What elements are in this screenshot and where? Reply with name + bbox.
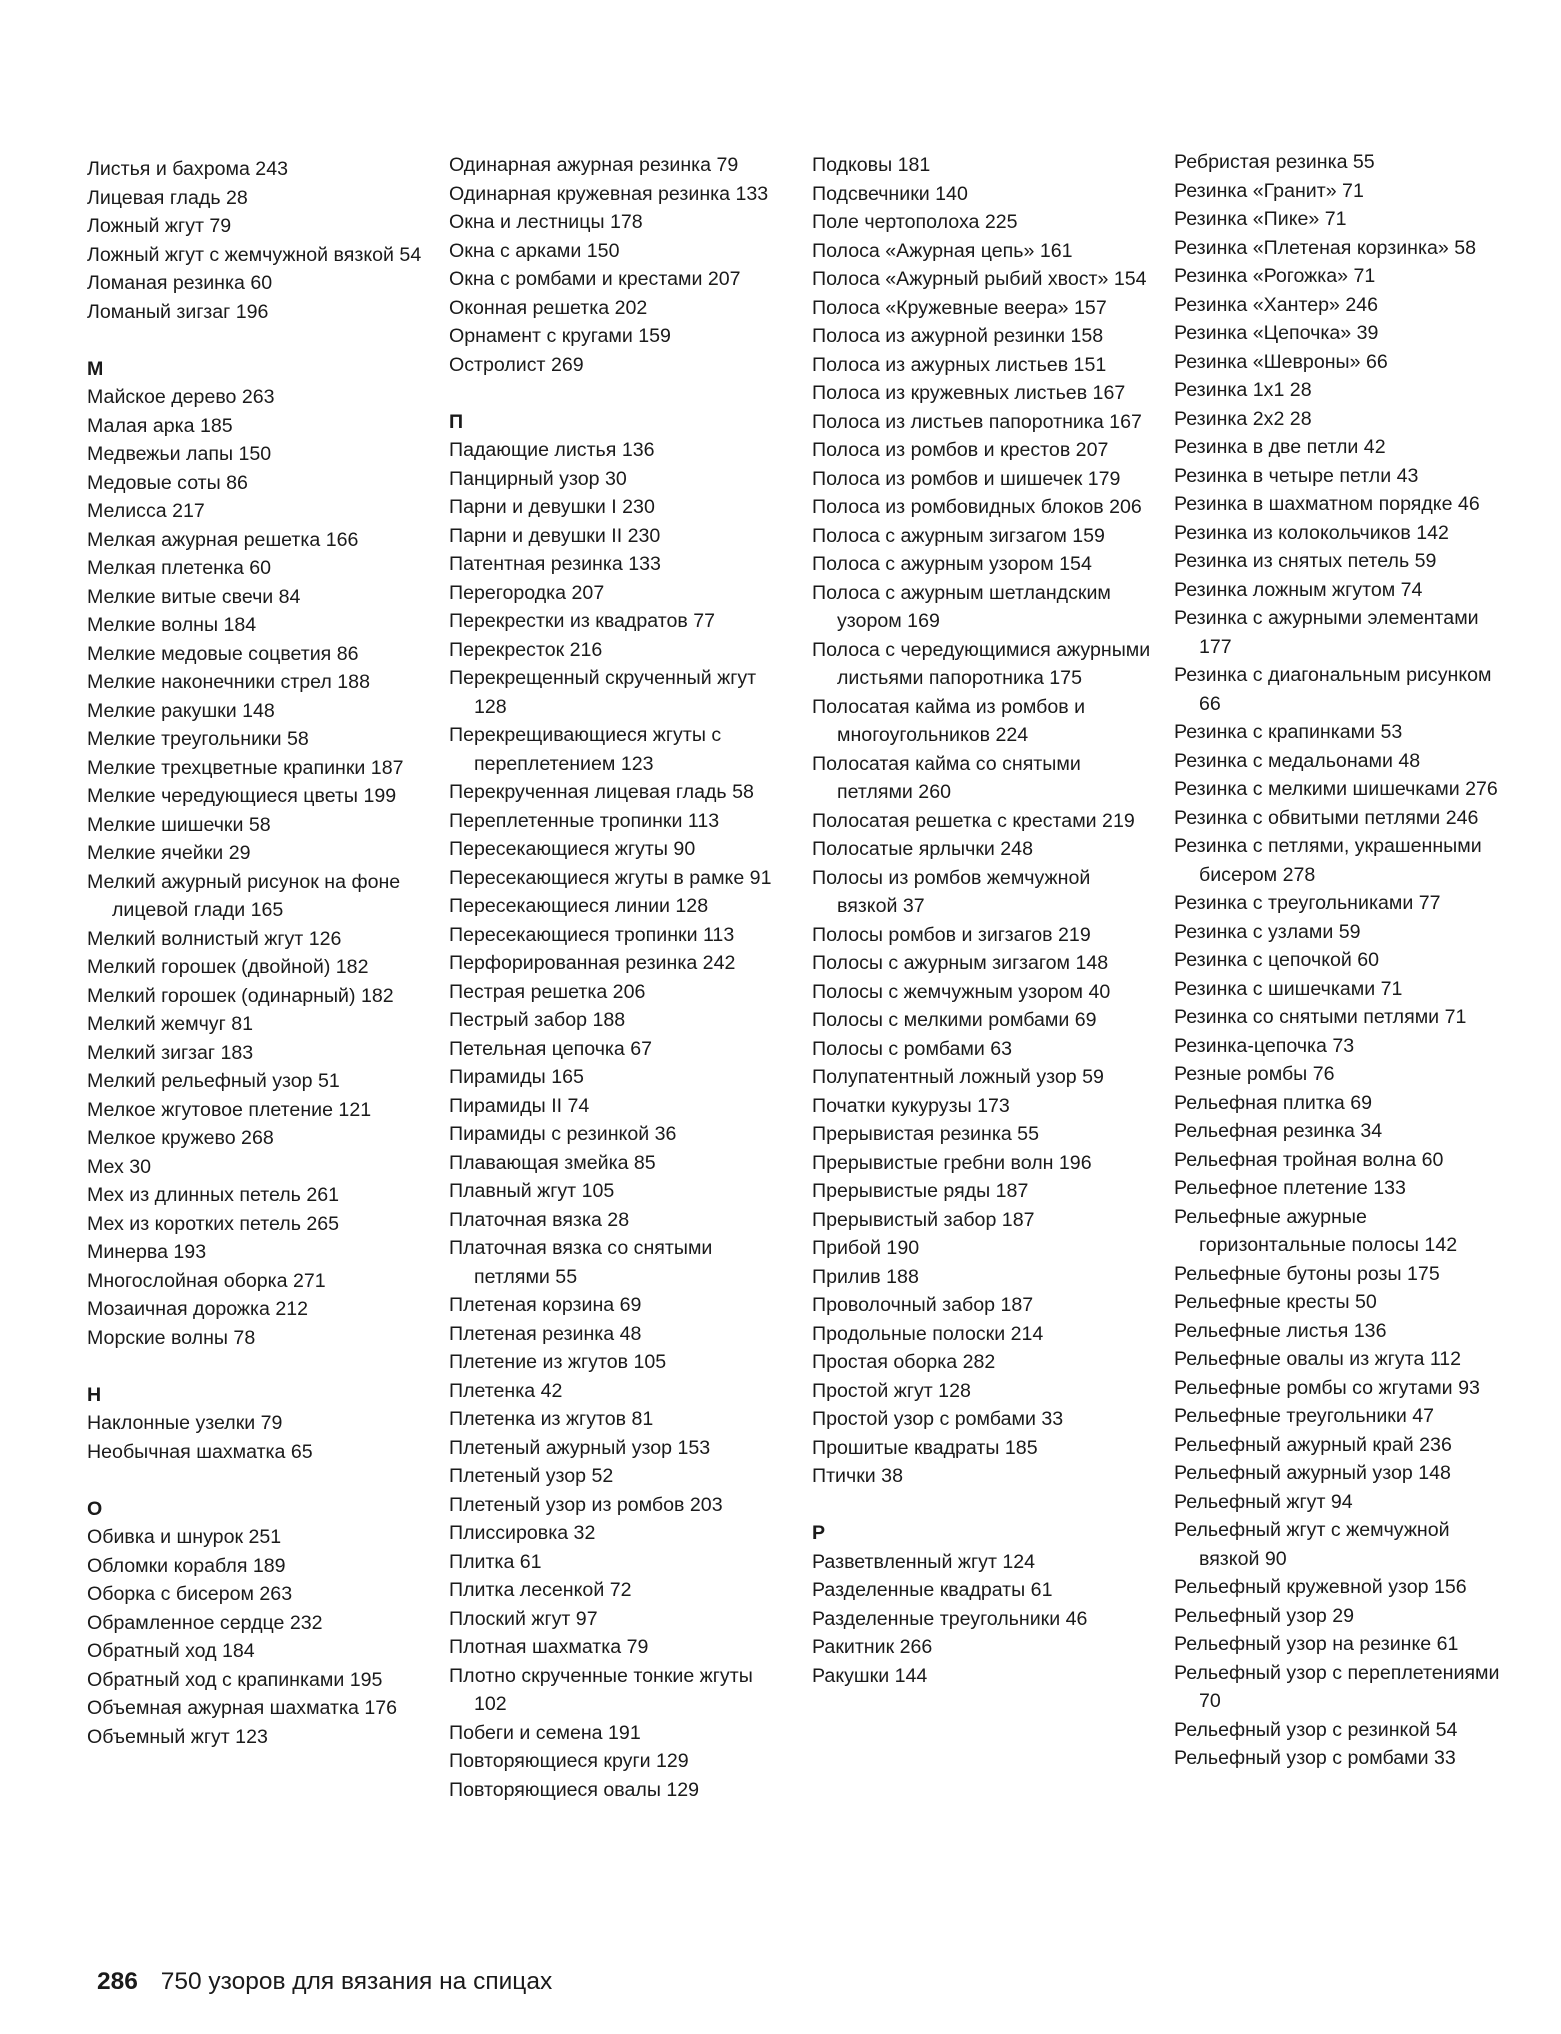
- index-entry: Резинка с цепочкой 60: [1174, 949, 1380, 971]
- index-entry: Рельефный узор с переплетениями 70: [1174, 1661, 1500, 1712]
- index-entry: Мелкий горошек (одинарный) 182: [87, 984, 394, 1007]
- index-entry: Резинка с диагональным рисунком 66: [1174, 664, 1492, 715]
- index-entry: Ребристая резинка 55: [1174, 151, 1375, 173]
- index-entry: Полоса «Кружевные веера» 157: [812, 296, 1107, 319]
- index-entry: Пирамиды 165: [449, 1066, 584, 1088]
- book-title: 750 узоров для вязания на спицах: [160, 1968, 553, 1995]
- index-entry: Мелкие трехцветные крапинки 187: [87, 756, 404, 779]
- index-entry: Резинка с мелкими шишечками 276: [1174, 778, 1498, 800]
- index-entry: Птички 38: [812, 1465, 903, 1487]
- index-entry: Полоса с ажурным узором 154: [812, 553, 1092, 575]
- index-entry: Одинарная кружевная резинка 133: [449, 182, 769, 205]
- index-entry: Рельефная плитка 69: [1174, 1091, 1372, 1114]
- index-entry: Плоский жгут 97: [449, 1607, 598, 1630]
- index-entry: Рельефные ажурные горизонтальные полосы 142: [1174, 1205, 1458, 1256]
- index-entry: Резинка с шишечками 71: [1174, 977, 1403, 1000]
- index-entry: Полоса из ажурных листьев 151: [812, 353, 1107, 376]
- index-entry: Пестрая решетка 206: [449, 980, 646, 1003]
- index-entry: Резинка «Пике» 71: [1174, 208, 1347, 230]
- index-entry: Рельефный узор с резинкой 54: [1174, 1718, 1458, 1741]
- index-entry: Ломаная резинка 60: [87, 272, 273, 294]
- index-entry: Повторяющиеся круги 129: [449, 1750, 689, 1772]
- index-entry: Окна с арками 150: [449, 239, 620, 262]
- index-entry: Рельефные листья 136: [1174, 1319, 1387, 1342]
- page-number: 286: [97, 1968, 138, 1995]
- index-entry: Резинка из колокольчиков 142: [1174, 521, 1449, 544]
- index-entry: Резинка-цепочка 73: [1174, 1034, 1355, 1057]
- index-entry: Полоса из ромбов и крестов 207: [812, 439, 1109, 461]
- index-entry: Резинка ложным жгутом 74: [1174, 578, 1423, 601]
- index-entry: Мелкие наконечники стрел 188: [87, 671, 370, 693]
- index-entry: Полоса с чередующимися ажурными листьями папоротника 175: [812, 638, 1151, 689]
- index-entry: Поле чертополоха 225: [812, 211, 1018, 233]
- index-entry: Ломаный зигзаг 196: [87, 300, 269, 323]
- index-entry: Плитка 61: [449, 1550, 542, 1573]
- index-entry: Полупатентный ложный узор 59: [812, 1066, 1104, 1088]
- index-letter-heading: Н: [87, 1383, 102, 1406]
- index-entry: Резинка «Рогожка» 71: [1174, 265, 1376, 287]
- index-entry: Резинка в шахматном порядке 46: [1174, 493, 1480, 515]
- index-entry: Плетеный ажурный узор 153: [449, 1436, 711, 1459]
- index-entry: Перекрестки из квадратов 77: [449, 610, 715, 632]
- index-entry: Резинка в четыре петли 43: [1174, 464, 1419, 487]
- index-entry: Парни и девушки II 230: [449, 524, 661, 547]
- index-entry: Мелкое кружево 268: [87, 1127, 274, 1149]
- index-entry: Прерывистый забор 187: [812, 1208, 1035, 1231]
- index-entry: Подковы 181: [812, 154, 931, 176]
- index-entry: Объемная ажурная шахматка 176: [87, 1697, 398, 1719]
- index-entry: Проволочный забор 187: [812, 1294, 1034, 1316]
- index-entry: Мелкие чередующиеся цветы 199: [87, 785, 397, 807]
- index-entry: Оборка с бисером 263: [87, 1583, 293, 1605]
- index-entry: Рельефный узор на резинке 61: [1174, 1633, 1459, 1655]
- index-entry: Резинка «Шевроны» 66: [1174, 350, 1388, 373]
- index-entry: Полоса из кружевных листьев 167: [812, 382, 1126, 404]
- index-entry: Мелкий жемчуг 81: [87, 1013, 253, 1035]
- index-entry: Полоса из листьев папоротника 167: [812, 410, 1142, 433]
- index-entry: Прилив 188: [812, 1265, 919, 1288]
- index-entry: Полоса из ромбовидных блоков 206: [812, 496, 1142, 518]
- index-entry: Резинка в две петли 42: [1174, 436, 1386, 458]
- index-entry: Мелкие волны 184: [87, 614, 257, 636]
- index-entry: Полосы с ажурным зигзагом 148: [812, 952, 1109, 974]
- index-column-3: [812, 151, 1152, 1690]
- index-entry: Мелкие ячейки 29: [87, 842, 251, 864]
- index-entry: Полосы с жемчужным узором 40: [812, 980, 1111, 1003]
- index-entry: Мелкие медовые соцветия 86: [87, 642, 359, 665]
- page-footer: [97, 1968, 552, 1996]
- index-entry: Пирамиды II 74: [449, 1094, 590, 1117]
- index-entry: Плетеный узор 52: [449, 1465, 614, 1487]
- index-entry: Початки кукурузы 173: [812, 1094, 1010, 1117]
- index-entry: Плетеный узор из ромбов 203: [449, 1493, 723, 1516]
- index-entry: Обратный ход с крапинками 195: [87, 1668, 383, 1691]
- index-entry: Рельефный узор с ромбами 33: [1174, 1747, 1456, 1769]
- index-entry: Плетеная резинка 48: [449, 1322, 642, 1345]
- index-entry: Резинка «Плетеная корзинка» 58: [1174, 236, 1476, 259]
- index-entry: Плетеная корзина 69: [449, 1294, 642, 1316]
- index-entry: Необычная шахматка 65: [87, 1440, 313, 1463]
- index-entry: Обивка и шнурок 251: [87, 1526, 282, 1548]
- index-entry: Мелкий зигзаг 183: [87, 1041, 254, 1064]
- index-entry: Остролист 269: [449, 353, 584, 376]
- index-entry: Перекрещивающиеся жгуты с переплетением 123: [449, 724, 722, 775]
- index-entry: Плетение из жгутов 105: [449, 1351, 667, 1373]
- index-entry: Разветвленный жгут 124: [812, 1550, 1036, 1573]
- index-entry: Полоса с ажурным зигзагом 159: [812, 524, 1105, 547]
- index-entry: Резинка с обвитыми петлями 246: [1174, 806, 1479, 829]
- index-entry: Мелкая ажурная решетка 166: [87, 528, 359, 551]
- index-entry: Медвежьи лапы 150: [87, 443, 272, 465]
- index-entry: Рельефный ажурный край 236: [1174, 1433, 1452, 1456]
- index-entry: Резинка 1х1 28: [1174, 379, 1312, 401]
- index-entry: Пересекающиеся тропинки 113: [449, 923, 735, 946]
- index-entry: Побеги и семена 191: [449, 1721, 641, 1744]
- index-entry: Разделенные квадраты 61: [812, 1579, 1053, 1601]
- index-entry: Мелкие шишечки 58: [87, 813, 271, 836]
- index-entry: Мозаичная дорожка 212: [87, 1298, 309, 1320]
- index-entry: Мелкие витые свечи 84: [87, 585, 301, 608]
- index-entry: Пересекающиеся жгуты в рамке 91: [449, 866, 772, 889]
- index-entry: Рельефный узор 29: [1174, 1604, 1354, 1627]
- index-entry: Плиссировка 32: [449, 1522, 596, 1544]
- index-entry: Обратный ход 184: [87, 1640, 255, 1662]
- index-entry: Платочная вязка 28: [449, 1208, 630, 1231]
- index-entry: Полоса «Ажурная цепь» 161: [812, 239, 1073, 262]
- index-entry: Многослойная оборка 271: [87, 1269, 326, 1292]
- index-entry: Мелисса 217: [87, 500, 205, 522]
- index-entry: Плетенка из жгутов 81: [449, 1408, 654, 1430]
- index-column-2: [449, 151, 789, 1804]
- index-entry: Полосы с мелкими ромбами 69: [812, 1009, 1097, 1031]
- index-entry: Переплетенные тропинки 113: [449, 809, 720, 832]
- index-entry: Пересекающиеся линии 128: [449, 895, 709, 917]
- index-entry: Плавный жгут 105: [449, 1180, 615, 1202]
- index-entry: Рельефный кружевной узор 156: [1174, 1576, 1467, 1598]
- index-entry: Разделенные треугольники 46: [812, 1607, 1088, 1630]
- index-entry: Простая оборка 282: [812, 1351, 996, 1373]
- index-entry: Мех из коротких петель 265: [87, 1212, 340, 1235]
- index-entry: Простой жгут 128: [812, 1379, 971, 1402]
- index-entry: Плитка лесенкой 72: [449, 1579, 632, 1601]
- index-entry: Перекрученная лицевая гладь 58: [449, 781, 754, 803]
- index-entry: Резинка с треугольниками 77: [1174, 892, 1441, 914]
- index-entry: Мелкое жгутовое плетение 121: [87, 1098, 372, 1121]
- index-entry: Плавающая змейка 85: [449, 1151, 656, 1174]
- index-entry: Резинка со снятыми петлями 71: [1174, 1006, 1467, 1028]
- index-entry: Орнамент с кругами 159: [449, 325, 671, 347]
- index-entry: Пестрый забор 188: [449, 1009, 626, 1031]
- index-letter-heading: П: [449, 410, 464, 433]
- index-entry: Перекресток 216: [449, 638, 603, 661]
- index-entry: Резинка 2х2 28: [1174, 407, 1312, 430]
- index-entry: Прерывистые ряды 187: [812, 1180, 1029, 1202]
- index-entry: Ракушки 144: [812, 1664, 928, 1687]
- index-entry: Полоса с ажурным шетландским узором 169: [812, 581, 1111, 632]
- index-entry: Рельефный ажурный узор 148: [1174, 1462, 1451, 1484]
- index-letter-heading: О: [87, 1497, 103, 1520]
- index-entry: Полосы из ромбов жемчужной вязкой 37: [812, 866, 1091, 917]
- index-entry: Простой узор с ромбами 33: [812, 1408, 1064, 1430]
- index-entry: Мелкие треугольники 58: [87, 728, 309, 750]
- index-entry: Окна с ромбами и крестами 207: [449, 268, 741, 290]
- index-entry: Рельефный жгут 94: [1174, 1490, 1353, 1513]
- index-entry: Малая арка 185: [87, 414, 233, 437]
- index-entry: Прерывистая резинка 55: [812, 1123, 1039, 1145]
- index-entry: Пересекающиеся жгуты 90: [449, 838, 696, 860]
- index-entry: Рельефная тройная волна 60: [1174, 1148, 1444, 1171]
- index-entry: Обрамленное сердце 232: [87, 1611, 323, 1634]
- index-entry: Перфорированная резинка 242: [449, 952, 736, 974]
- index-entry: Петельная цепочка 67: [449, 1037, 653, 1060]
- index-entry: Резинка из снятых петель 59: [1174, 550, 1437, 572]
- index-entry: Резинка с узлами 59: [1174, 920, 1361, 943]
- index-entry: Резинка с медальонами 48: [1174, 749, 1421, 772]
- index-entry: Плотная шахматка 79: [449, 1636, 649, 1658]
- index-entry: Прерывистые гребни волн 196: [812, 1151, 1092, 1174]
- index-entry: Минерва 193: [87, 1241, 207, 1263]
- index-entry: Мех из длинных петель 261: [87, 1184, 340, 1206]
- index-entry: Полосатая кайма со снятыми петлями 260: [812, 752, 1081, 803]
- index-entry: Мех 30: [87, 1155, 152, 1178]
- index-entry: Рельефная резинка 34: [1174, 1120, 1383, 1142]
- index-entry: Листья и бахрома 243: [87, 158, 288, 180]
- index-entry: Плотно скрученные тонкие жгуты 102: [449, 1664, 753, 1715]
- index-entry: Морские волны 78: [87, 1326, 256, 1349]
- index-entry: Ложный жгут 79: [87, 215, 232, 237]
- index-entry: Рельефные треугольники 47: [1174, 1405, 1435, 1427]
- index-entry: Плетенка 42: [449, 1379, 563, 1402]
- index-entry: Патентная резинка 133: [449, 553, 661, 575]
- index-entry: Одинарная ажурная резинка 79: [449, 154, 739, 176]
- index-entry: Окна и лестницы 178: [449, 211, 643, 233]
- index-entry: Мелкие ракушки 148: [87, 699, 275, 722]
- index-entry: Резинка с крапинками 53: [1174, 721, 1403, 743]
- index-entry: Полосатая решетка с крестами 219: [812, 809, 1135, 832]
- index-entry: Мелкий ажурный рисунок на фоне лицевой глади 165: [87, 870, 401, 921]
- index-entry: Резинка «Цепочка» 39: [1174, 322, 1379, 344]
- index-entry: Мелкая плетенка 60: [87, 557, 272, 579]
- index-entry: Перекрещенный скрученный жгут 128: [449, 667, 757, 718]
- index-entry: Медовые соты 86: [87, 471, 248, 494]
- index-entry: Мелкий волнистый жгут 126: [87, 927, 342, 950]
- index-entry: Мелкий рельефный узор 51: [87, 1070, 340, 1092]
- index-entry: Ракитник 266: [812, 1636, 933, 1658]
- index-entry: Рельефные кресты 50: [1174, 1291, 1377, 1313]
- index-entry: Полосатая кайма из ромбов и многоугольников 224: [812, 695, 1086, 746]
- index-entry: Полосы с ромбами 63: [812, 1037, 1013, 1060]
- index-entry: Перегородка 207: [449, 581, 605, 604]
- index-entry: Рельефное плетение 133: [1174, 1177, 1406, 1199]
- index-entry: Резинка с петлями, украшенными бисером 278: [1174, 835, 1482, 886]
- index-entry: Резинка «Гранит» 71: [1174, 179, 1364, 202]
- index-entry: Повторяющиеся овалы 129: [449, 1778, 700, 1801]
- index-entry: Рельефные ромбы со жгутами 93: [1174, 1376, 1480, 1399]
- index-column-1: [87, 155, 427, 1751]
- index-entry: Полосы ромбов и зигзагов 219: [812, 923, 1091, 946]
- index-entry: Ложный жгут с жемчужной вязкой 54: [87, 243, 422, 266]
- index-entry: Продольные полоски 214: [812, 1322, 1044, 1345]
- index-entry: Платочная вязка со снятыми петлями 55: [449, 1237, 713, 1288]
- index-entry: Обломки корабля 189: [87, 1554, 286, 1577]
- index-entry: Полосатые ярлычки 248: [812, 838, 1033, 860]
- index-entry: Мелкий горошек (двойной) 182: [87, 956, 369, 978]
- index-letter-heading: М: [87, 357, 104, 380]
- index-entry: Рельефный жгут с жемчужной вязкой 90: [1174, 1519, 1450, 1570]
- index-entry: Пирамиды с резинкой 36: [449, 1123, 677, 1145]
- index-letter-heading: Р: [812, 1522, 826, 1544]
- index-column-4: [1174, 148, 1514, 1773]
- index-entry: Прошитые квадраты 185: [812, 1436, 1038, 1459]
- index-entry: Объемный жгут 123: [87, 1725, 268, 1748]
- index-entry: Полоса «Ажурный рыбий хвост» 154: [812, 268, 1147, 290]
- index-entry: Падающие листья 136: [449, 439, 655, 461]
- index-entry: Подсвечники 140: [812, 182, 968, 205]
- index-entry: Парни и девушки I 230: [449, 496, 655, 518]
- index-entry: Лицевая гладь 28: [87, 186, 248, 209]
- index-entry: Резинка «Хантер» 246: [1174, 293, 1379, 316]
- index-entry: Полоса из ромбов и шишечек 179: [812, 467, 1121, 490]
- index-entry: Резинка с ажурными элементами 177: [1174, 607, 1479, 658]
- index-entry: Резные ромбы 76: [1174, 1063, 1335, 1085]
- index-entry: Полоса из ажурной резинки 158: [812, 325, 1104, 347]
- index-entry: Оконная решетка 202: [449, 296, 648, 319]
- index-entry: Рельефные овалы из жгута 112: [1174, 1348, 1462, 1370]
- index-entry: Наклонные узелки 79: [87, 1412, 283, 1434]
- index-entry: Майское дерево 263: [87, 386, 275, 408]
- index-entry: Прибой 190: [812, 1237, 920, 1259]
- index-entry: Панцирный узор 30: [449, 467, 627, 490]
- index-entry: Рельефные бутоны розы 175: [1174, 1262, 1440, 1285]
